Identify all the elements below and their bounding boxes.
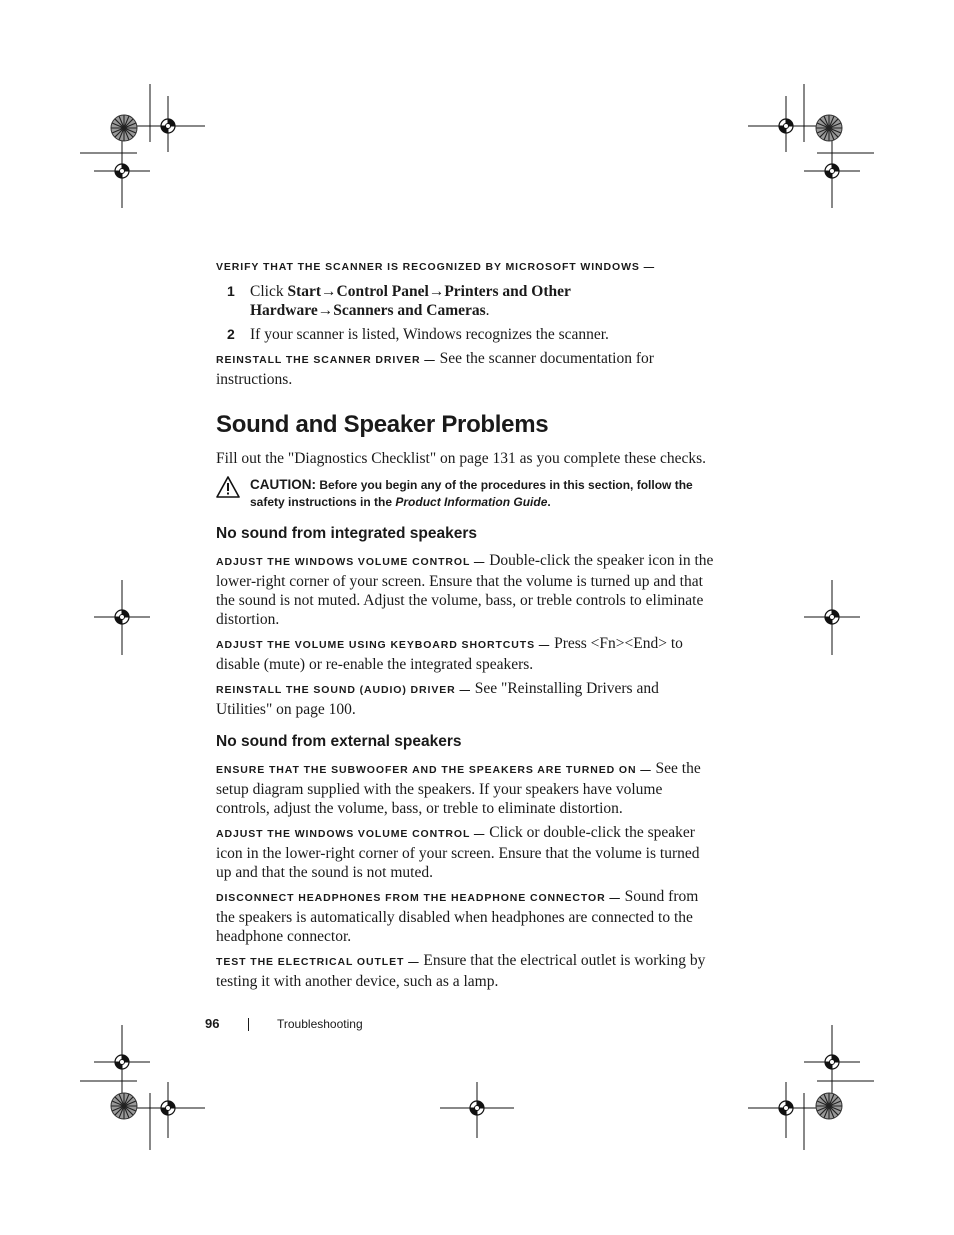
item-text: Double-click the speaker icon in the lower-right corner of your screen. Ensure that the volume is turned up and that the sound is not muted. Adjust the volume, bass, or treble controls to eliminate distortion. <box>216 552 714 628</box>
registration-mark-icon <box>825 164 839 178</box>
crop-mark-bottom-left <box>80 1025 205 1150</box>
caution-text <box>250 476 716 511</box>
registration-mark-icon <box>470 1101 484 1115</box>
starburst-target-icon <box>816 1093 842 1119</box>
crop-mark-top-right <box>748 84 874 208</box>
item-lead: REINSTALL THE SOUND (AUDIO) DRIVER — <box>216 684 471 696</box>
intro-paragraph: Fill out the "Diagnostics Checklist" on page 131 as you complete these checks. <box>216 450 707 467</box>
step-number: 2 <box>227 326 235 342</box>
verify-scanner-lead-title: VERIFY THAT THE SCANNER IS RECOGNIZED BY MICROSOFT WINDOWS — <box>216 261 656 273</box>
item-text: Click or double-click the speaker icon in the lower-right corner of your screen. Ensure that the volume is turned up and that the sound is not muted. <box>216 824 700 881</box>
page-number: 96 <box>205 1016 220 1031</box>
step-1 <box>216 282 716 320</box>
registration-mark-icon <box>161 119 175 133</box>
item-lead: ADJUST THE VOLUME USING KEYBOARD SHORTCUTS — <box>216 639 551 651</box>
item-text: Sound from the speakers is automatically disabled when headphones are connected to the headphone connector. <box>216 888 699 945</box>
registration-mark-icon <box>779 119 793 133</box>
item-text: Press <Fn><End> to disable (mute) or re-enable the integrated speakers. <box>216 635 683 673</box>
step-text: If your scanner is listed, Windows recognizes the scanner. <box>250 326 609 343</box>
item-lead: DISCONNECT HEADPHONES FROM THE HEADPHONE CONNECTOR — <box>216 892 621 904</box>
step-prefix: Click <box>250 283 288 300</box>
starburst-target-icon <box>111 115 137 141</box>
verify-scanner-lead <box>216 256 716 277</box>
caution-note <box>216 476 716 511</box>
reinstall-scanner-paragraph <box>216 349 716 389</box>
caution-end: . <box>547 495 551 509</box>
menu-path: Start→Control Panel→Printers and Other Hardware→Scanners and Cameras <box>250 283 571 319</box>
registration-mark-icon <box>115 1055 129 1069</box>
integrated-item <box>216 634 716 674</box>
page-content <box>216 256 716 996</box>
external-item <box>216 759 716 818</box>
starburst-target-icon <box>111 1093 137 1119</box>
item-text: See the setup diagram supplied with the speakers. If your speakers have volume controls, adjust the volume, bass, or treble to eliminate distortion. <box>216 760 701 817</box>
registration-mark-icon <box>825 1055 839 1069</box>
caution-body: Before you begin any of the procedures in this section, follow the safety instructions in the <box>250 478 693 509</box>
subheading-integrated: No sound from integrated speakers <box>216 525 477 542</box>
reinstall-scanner-lead: REINSTALL THE SCANNER DRIVER — <box>216 354 436 366</box>
item-text: See "Reinstalling Drivers and Utilities" on page 100. <box>216 680 659 718</box>
external-item <box>216 823 716 882</box>
item-lead: TEST THE ELECTRICAL OUTLET — <box>216 956 420 968</box>
footer-section-title: Troubleshooting <box>277 1017 363 1031</box>
item-lead: ADJUST THE WINDOWS VOLUME CONTROL — <box>216 556 486 568</box>
section-heading: Sound and Speaker Problems <box>216 411 549 438</box>
item-lead: ENSURE THAT THE SUBWOOFER AND THE SPEAKERS ARE TURNED ON — <box>216 764 652 776</box>
item-lead: ADJUST THE WINDOWS VOLUME CONTROL — <box>216 828 486 840</box>
page-footer <box>0 1016 954 1036</box>
item-text: Ensure that the electrical outlet is working by testing it with another device, such as a lamp. <box>216 952 706 990</box>
subheading-external: No sound from external speakers <box>216 733 462 750</box>
step-suffix: . <box>485 302 490 319</box>
registration-mark-icon <box>825 610 839 624</box>
external-item <box>216 951 716 991</box>
registration-mark-icon <box>115 164 129 178</box>
caution-triangle-icon <box>216 476 250 511</box>
registration-mark-icon <box>161 1101 175 1115</box>
step-2 <box>216 325 716 344</box>
crop-mark-top-left <box>80 84 205 208</box>
caution-label: CAUTION: <box>250 477 316 492</box>
reinstall-scanner-text: See the scanner documentation for instructions. <box>216 350 654 388</box>
registration-mark-icon <box>115 610 129 624</box>
step-text <box>250 282 716 320</box>
crop-mark-bottom-right <box>748 1025 874 1150</box>
caution-guide-title: Product Information Guide <box>395 495 548 509</box>
integrated-item <box>216 551 716 629</box>
external-item <box>216 887 716 946</box>
registration-mark-icon <box>779 1101 793 1115</box>
footer-divider <box>248 1018 249 1031</box>
integrated-item <box>216 679 716 719</box>
step-number: 1 <box>227 283 235 299</box>
starburst-target-icon <box>816 115 842 141</box>
